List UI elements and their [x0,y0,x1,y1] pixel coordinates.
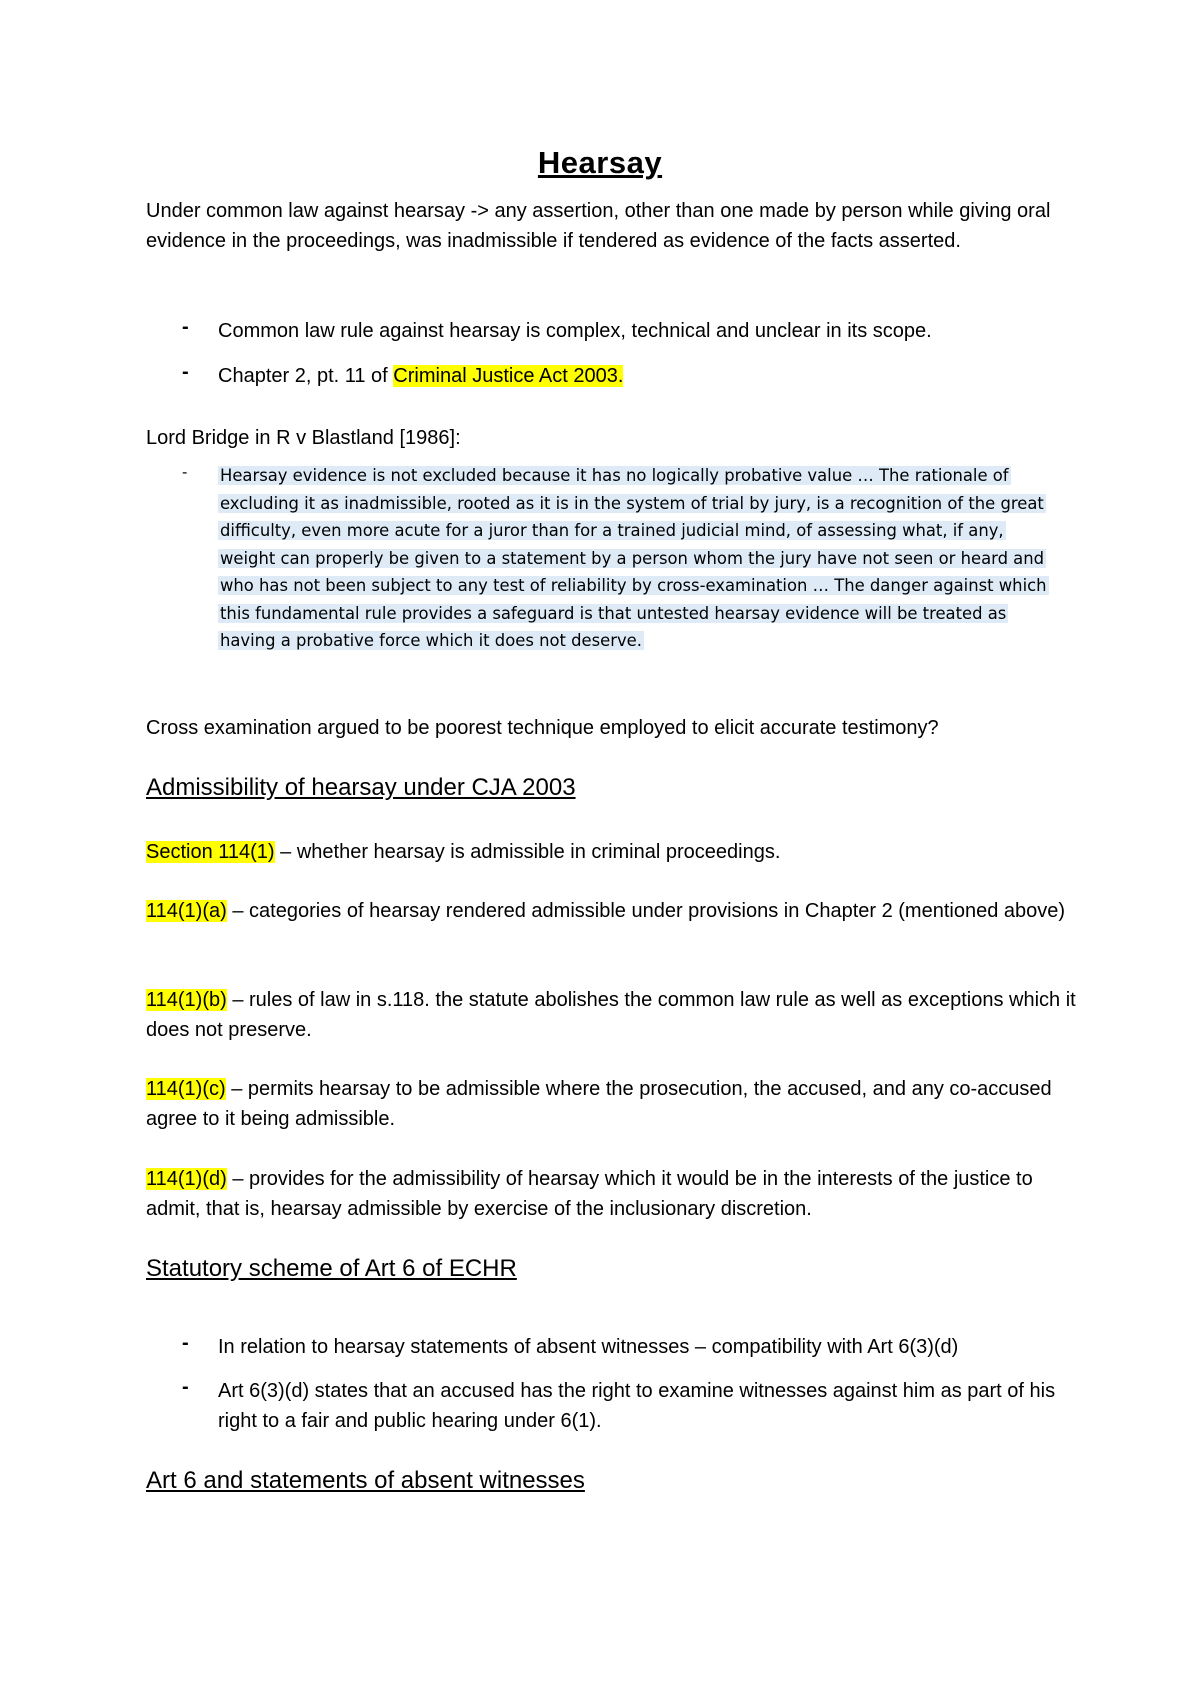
admissibility-item [146,896,1076,926]
item-text: – permits hearsay to be admissible where the prosecution, the accused, and any co-accused agree to it being admissible. [146,1078,1052,1130]
admissibility-item [146,985,1076,1045]
admissibility-item [146,1164,1076,1224]
highlighted-reference: Criminal Justice Act 2003. [393,365,624,387]
section-reference: 114(1)(a) [146,900,227,922]
item-text: – provides for the admissibility of hearsay which it would be in the interests of the justice to admit, that is, hearsay admissible by exercise of the inclusionary discretion. [146,1168,1033,1220]
cross-exam-paragraph: Cross examination argued to be poorest technique employed to elicit accurate testimony? [146,717,939,739]
lord-bridge-heading: Lord Bridge in R v Blastland [1986]: [146,427,461,449]
bullet-dash: - [182,1332,189,1354]
section-reference: 114(1)(c) [146,1078,226,1100]
item-text: – rules of law in s.118. the statute abolishes the common law rule as well as exceptions which it does not preserve. [146,989,1076,1041]
bullet-dash: - [182,316,189,338]
intro-bullet-2 [218,361,1078,391]
admissibility-item [146,837,1076,867]
statutory-bullet-1: In relation to hearsay statements of absent witnesses – compatibility with Art 6(3)(d) [218,1336,959,1358]
quote-text: Hearsay evidence is not excluded because it has no logically probative value … The rationale of excluding it as inadmissible, rooted as it is in the system of trial by jury, is a recognition of the great difficulty, even more acute for a juror than for a trained judicial mind, of assessing what, if any, weight can properly be given to a statement by a person whom the jury have not seen or heard and who has not been subject to any test of reliability by cross-examination … The danger against which this fundamental rule provides a safeguard is that untested hearsay evidence will be treated as having a probative force which it does not deserve. [220,466,1047,650]
section-reference: 114(1)(b) [146,989,227,1011]
item-text: – categories of hearsay rendered admissible under provisions in Chapter 2 (mentioned above) [226,900,1066,922]
section-heading-art6: Art 6 and statements of absent witnesses [146,1467,585,1494]
section-reference: Section 114(1) [146,841,275,863]
bullet-dash: - [182,361,189,383]
page-title: Hearsay [537,145,663,180]
section-heading-statutory: Statutory scheme of Art 6 of ECHR [146,1255,517,1282]
bullet-dash: - [182,1376,189,1398]
blastland-quote [218,462,1058,655]
intro-paragraph: Under common law against hearsay -> any assertion, other than one made by person while giving oral evidence in the proceedings, was inadmissible if tendered as evidence of the facts asserted. [146,200,1051,252]
intro-bullet-1: Common law rule against hearsay is complex, technical and unclear in its scope. [218,320,932,342]
admissibility-item [146,1074,1076,1134]
section-reference: 114(1)(d) [146,1168,227,1190]
item-text: – whether hearsay is admissible in criminal proceedings. [274,841,781,863]
statutory-bullet-2: Art 6(3)(d) states that an accused has the right to examine witnesses against him as part of his right to a fair and public hearing under 6(1). [218,1380,1056,1432]
section-heading-admissibility: Admissibility of hearsay under CJA 2003 [146,774,576,801]
bullet-dash: - [182,464,188,481]
bullet-text: Chapter 2, pt. 11 of [218,365,394,387]
